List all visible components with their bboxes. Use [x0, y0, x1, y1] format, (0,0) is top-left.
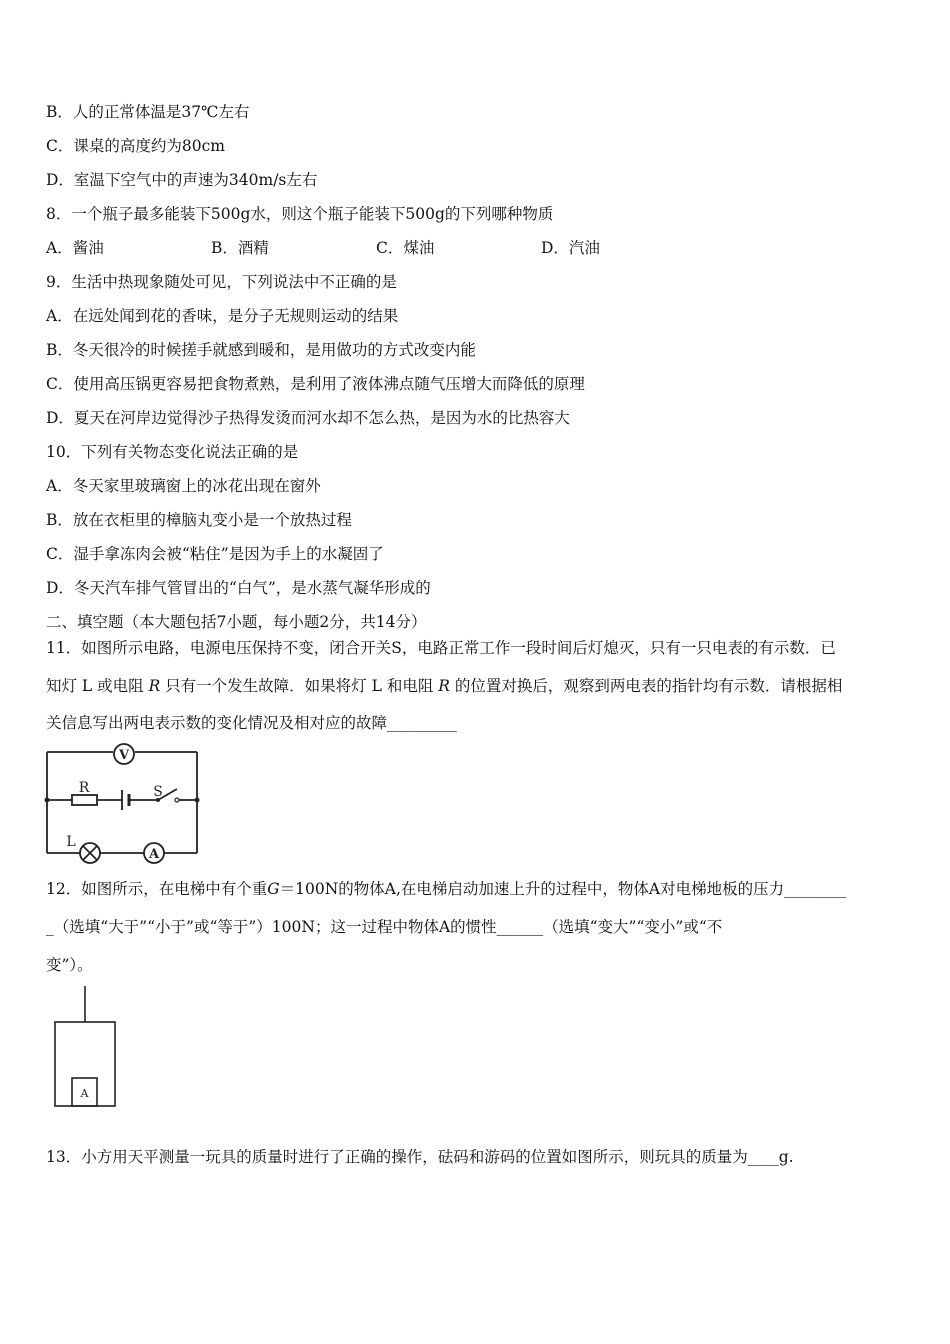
q10-option-a: A．冬天家里玻璃窗上的冰花出现在窗外 — [46, 477, 321, 495]
object-a-label: A — [80, 1087, 89, 1100]
q10-option-c: C．湿手拿冻肉会被“粘住”是因为手上的水凝固了 — [46, 545, 384, 563]
q9-option-d: D．夏天在河岸边觉得沙子热得发烫而河水却不怎么热，是因为水的比热容大 — [46, 409, 570, 427]
q7-option-b: B．人的正常体温是37℃左右 — [46, 103, 250, 121]
q8-option-d: D．汽油 — [541, 239, 600, 257]
elevator-diagram — [52, 984, 122, 1110]
ammeter-symbol-label: A — [148, 847, 160, 862]
section-2-heading: 二、填空题（本大题包括7小题，每小题2分，共14分） — [46, 613, 427, 631]
q10-option-b: B．放在衣柜里的樟脑丸变小是一个放热过程 — [46, 511, 352, 529]
q11-line-3: 关信息写出两电表示数的变化情况及相对应的故障_________ — [46, 714, 457, 732]
voltmeter-symbol-label: V — [118, 748, 130, 763]
q9-option-b: B．冬天很冷的时候搓手就感到暖和，是用做功的方式改变内能 — [46, 341, 476, 359]
circuit-diagram — [40, 740, 210, 865]
switch-label: S — [153, 784, 163, 800]
q9-option-c: C．使用高压锅更容易把食物煮熟，是利用了液体沸点随气压增大而降低的原理 — [46, 375, 585, 393]
q10-stem: 10．下列有关物态变化说法正确的是 — [46, 443, 299, 461]
resistor-label: R — [78, 780, 90, 796]
q11-line-2: 知灯 L 或电阻 R 只有一个发生故障．如果将灯 L 和电阻 R 的位置对换后，观察到两电表的指针均有示数．请根据相 — [46, 677, 843, 695]
q9-option-a: A．在远处闻到花的香味，是分子无规则运动的结果 — [46, 307, 399, 325]
q8-stem: 8．一个瓶子最多能装下500g水，则这个瓶子能装下500g的下列哪种物质 — [46, 205, 554, 223]
q8-option-c: C．煤油 — [376, 239, 435, 257]
q12-line-3: 变”）。 — [46, 956, 93, 974]
lamp-label: L — [66, 834, 76, 850]
q13-stem: 13．小方用天平测量一玩具的质量时进行了正确的操作，砝码和游码的位置如图所示，则玩具的质量为____g. — [46, 1148, 794, 1166]
q9-stem: 9．生活中热现象随处可见，下列说法中不正确的是 — [46, 273, 397, 291]
q8-options — [46, 238, 600, 258]
q12-line-1: 12．如图所示，在电梯中有个重G＝100N的物体A,在电梯启动加速上升的过程中，物体A对电梯地板的压力________ — [46, 880, 847, 898]
q10-option-d: D．冬天汽车排气管冒出的“白气”，是水蒸气凝华形成的 — [46, 579, 431, 597]
q7-option-d: D．室温下空气中的声速为340m/s左右 — [46, 171, 318, 189]
q11-line-1: 11．如图所示电路，电源电压保持不变，闭合开关S，电路正常工作一段时间后灯熄灭，只有一只电表的有示数．已 — [46, 639, 836, 657]
q12-line-2: _（选填“大于”“小于”或“等于”）100N；这一过程中物体A的惯性______（选填“变大”“变小”或“不 — [46, 918, 723, 936]
q8-option-a: A．酱油 — [46, 239, 104, 257]
q7-option-c: C．课桌的高度约为80cm — [46, 137, 225, 155]
q8-option-b: B．酒精 — [211, 239, 269, 257]
